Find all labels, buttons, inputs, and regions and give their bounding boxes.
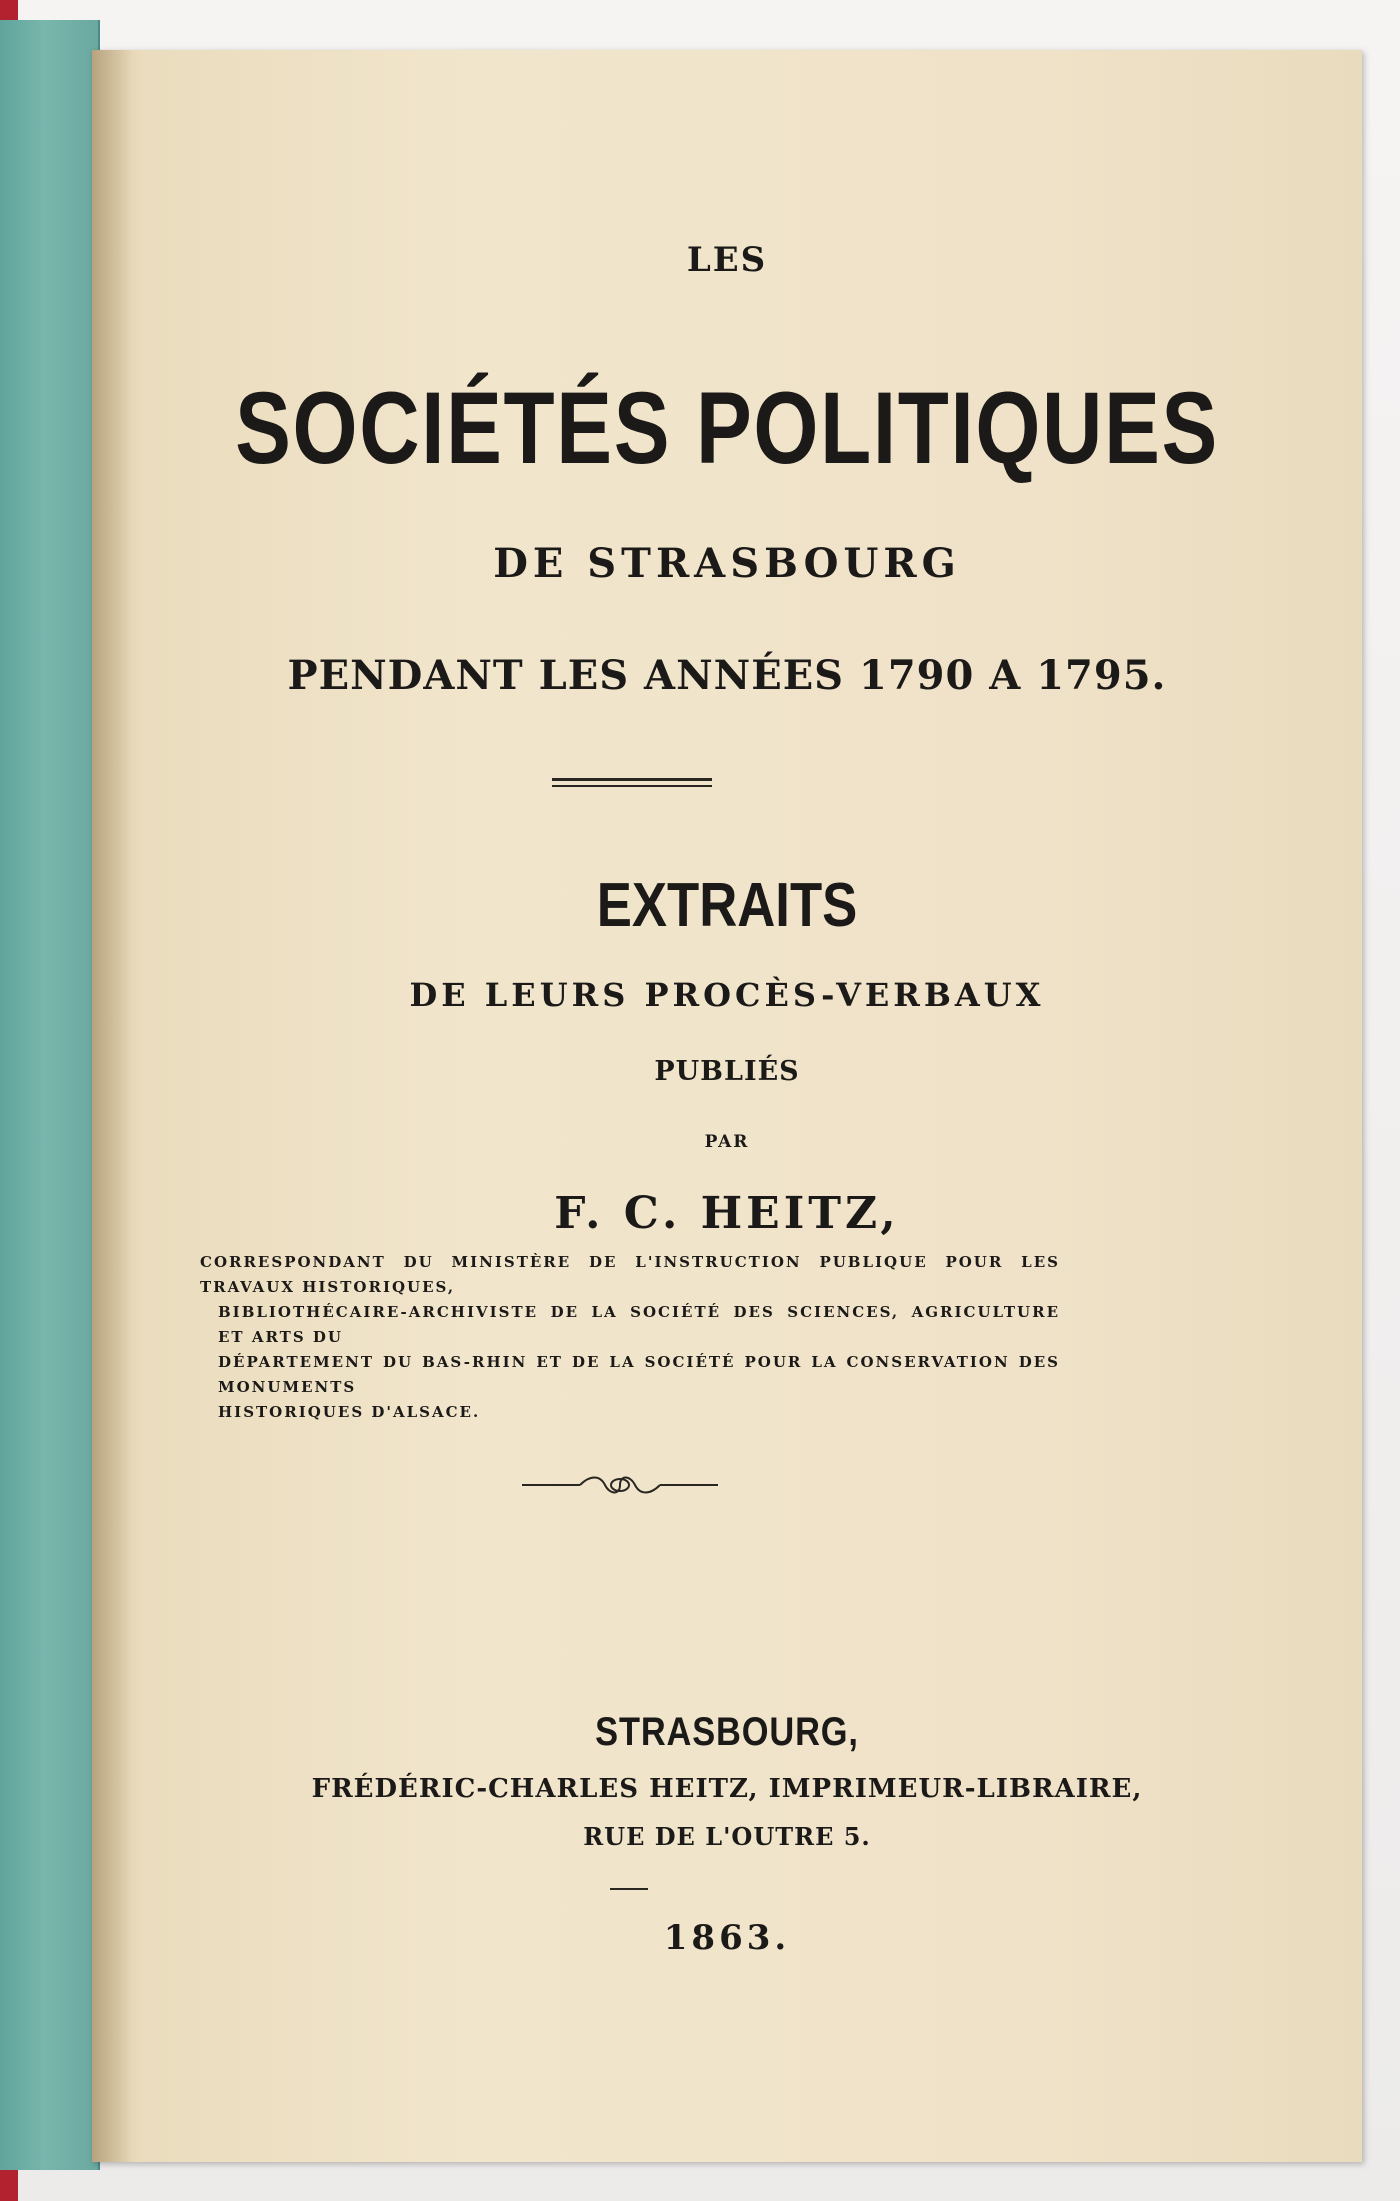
short-rule — [610, 1888, 648, 1890]
imprint-city: STRASBOURG, — [595, 1710, 859, 1754]
imprint-printer: FRÉDÉRIC-CHARLES HEITZ, IMPRIMEUR-LIBRAIRE, — [311, 1774, 1143, 1804]
title-article: LES — [686, 240, 768, 280]
subtitle-line-2: DE LEURS PROCÈS-VERBAUX — [409, 976, 1045, 1014]
author-credentials-line-1: CORRESPONDANT DU MINISTÈRE DE L'INSTRUCTION PUBLIQUE POUR LES TRAVAUX HISTORIQUES, — [200, 1253, 1060, 1296]
author-credentials-line-4: HISTORIQUES D'ALSACE. — [218, 1403, 481, 1421]
publication-year: 1863. — [663, 1918, 791, 1958]
double-rule-bottom — [552, 785, 712, 787]
title-place: DE STRASBOURG — [493, 540, 961, 587]
author-credentials-line-2: BIBLIOTHÉCAIRE-ARCHIVISTE DE LA SOCIÉTÉ DES SCIENCES, AGRICULTURE ET ARTS DU — [218, 1303, 1060, 1346]
title-page — [92, 50, 1362, 2162]
author-credentials — [200, 1250, 1060, 1425]
endpaper — [0, 20, 100, 2170]
title-period: PENDANT LES ANNÉES 1790 A 1795. — [287, 652, 1167, 699]
main-title: SOCIÉTÉS POLITIQUES — [235, 371, 1219, 485]
double-rule-top — [552, 778, 712, 781]
imprint-address: RUE DE L'OUTRE 5. — [583, 1822, 871, 1851]
published-label: PUBLIÉS — [654, 1056, 800, 1087]
author-name: F. C. HEITZ, — [554, 1188, 900, 1239]
by-label: PAR — [704, 1132, 750, 1152]
ornament-divider — [520, 1470, 720, 1500]
subtitle: EXTRAITS — [596, 871, 858, 940]
author-credentials-line-3: DÉPARTEMENT DU BAS-RHIN ET DE LA SOCIÉTÉ POUR LA CONSERVATION DES MONUMENTS — [218, 1353, 1060, 1396]
